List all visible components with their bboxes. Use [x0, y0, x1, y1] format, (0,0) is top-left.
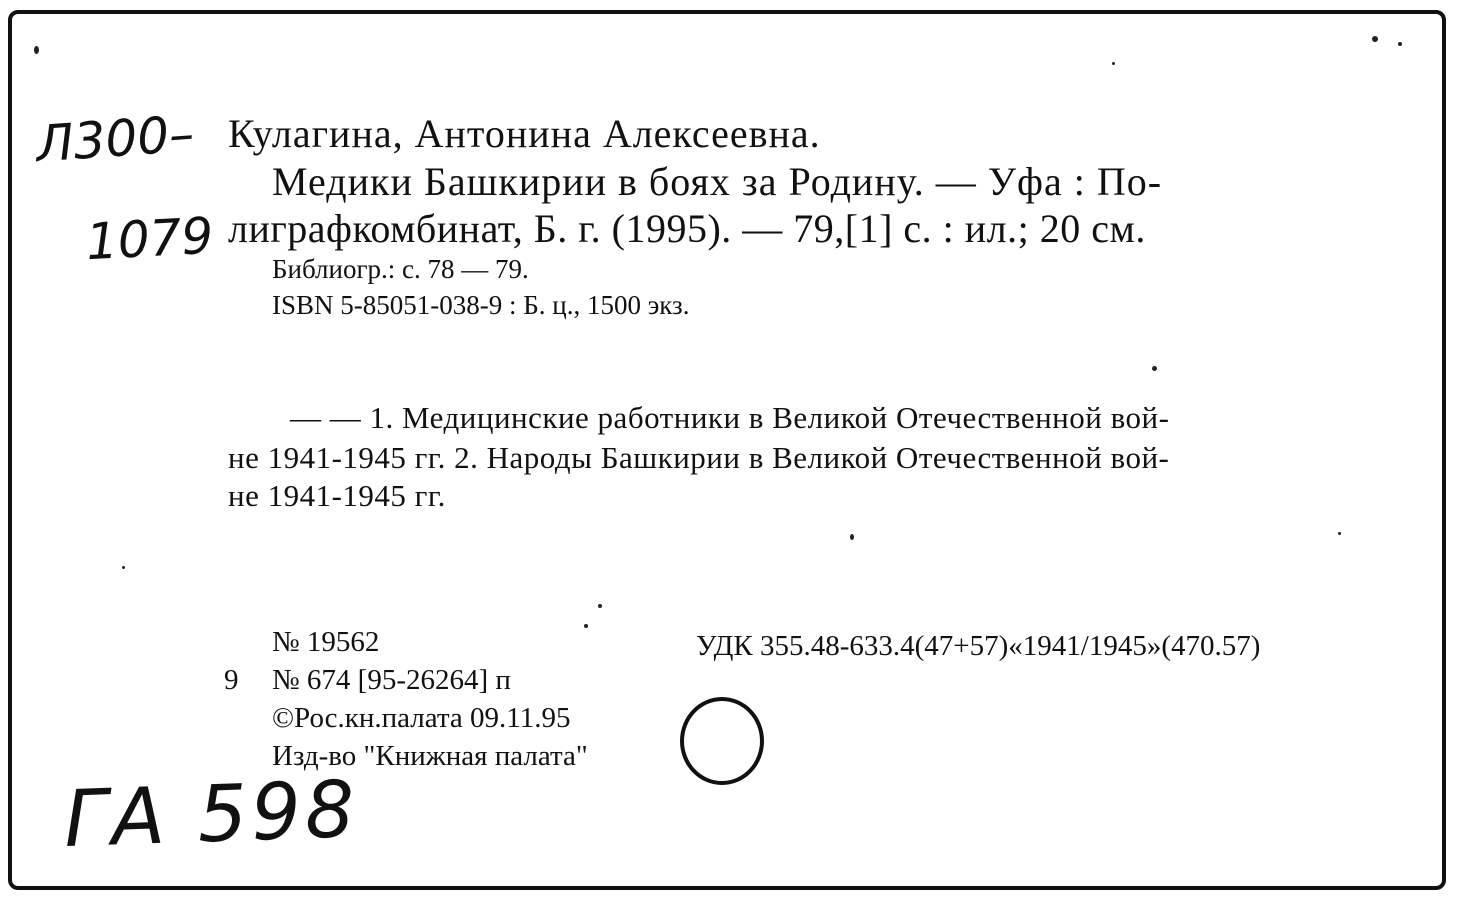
speck	[598, 604, 602, 608]
copyright-line: ©Рос.кн.палата 09.11.95	[272, 702, 571, 734]
speck	[1338, 532, 1341, 535]
speck	[34, 46, 39, 54]
subjects-line-2: не 1941-1945 гг. 2. Народы Башкирии в Великой Отечественной вой-	[228, 440, 1170, 475]
record-number: № 19562	[272, 626, 380, 658]
speck	[1152, 366, 1157, 371]
isbn-line: ISBN 5-85051-038-9 : Б. ц., 1500 экз.	[272, 290, 690, 320]
stamp-circle	[680, 697, 764, 785]
order-number: № 674 [95-26264] п	[272, 664, 511, 696]
bibliography-note: Библиогр.: с. 78 — 79.	[272, 254, 529, 284]
title-line-2: лиграфкомбинат, Б. г. (1995). — 79,[1] с. : ил.; 20 см.	[228, 206, 1146, 251]
subjects-line-1: — — 1. Медицинские работники в Великой Отечественной вой-	[290, 400, 1170, 435]
speck	[1372, 36, 1378, 42]
speck	[1398, 42, 1402, 46]
handwritten-shelf-mark: Л300–	[34, 104, 196, 174]
handwritten-number: 1079	[84, 206, 215, 272]
speck	[1112, 62, 1115, 65]
card-digit: 9	[224, 664, 239, 696]
speck	[850, 534, 854, 540]
publisher-line: Изд-во "Книжная палата"	[272, 740, 588, 772]
subjects-line-3: не 1941-1945 гг.	[228, 478, 446, 513]
handwritten-bottom-mark: ГА 598	[62, 764, 360, 866]
speck	[584, 624, 588, 628]
speck	[122, 566, 125, 569]
udk-code: УДК 355.48-633.4(47+57)«1941/1945»(470.57)	[696, 630, 1261, 662]
title-line-1: Медики Башкирии в боях за Родину. — Уфа : По-	[272, 159, 1163, 204]
author-heading: Кулагина, Антонина Алексеевна.	[228, 111, 821, 156]
